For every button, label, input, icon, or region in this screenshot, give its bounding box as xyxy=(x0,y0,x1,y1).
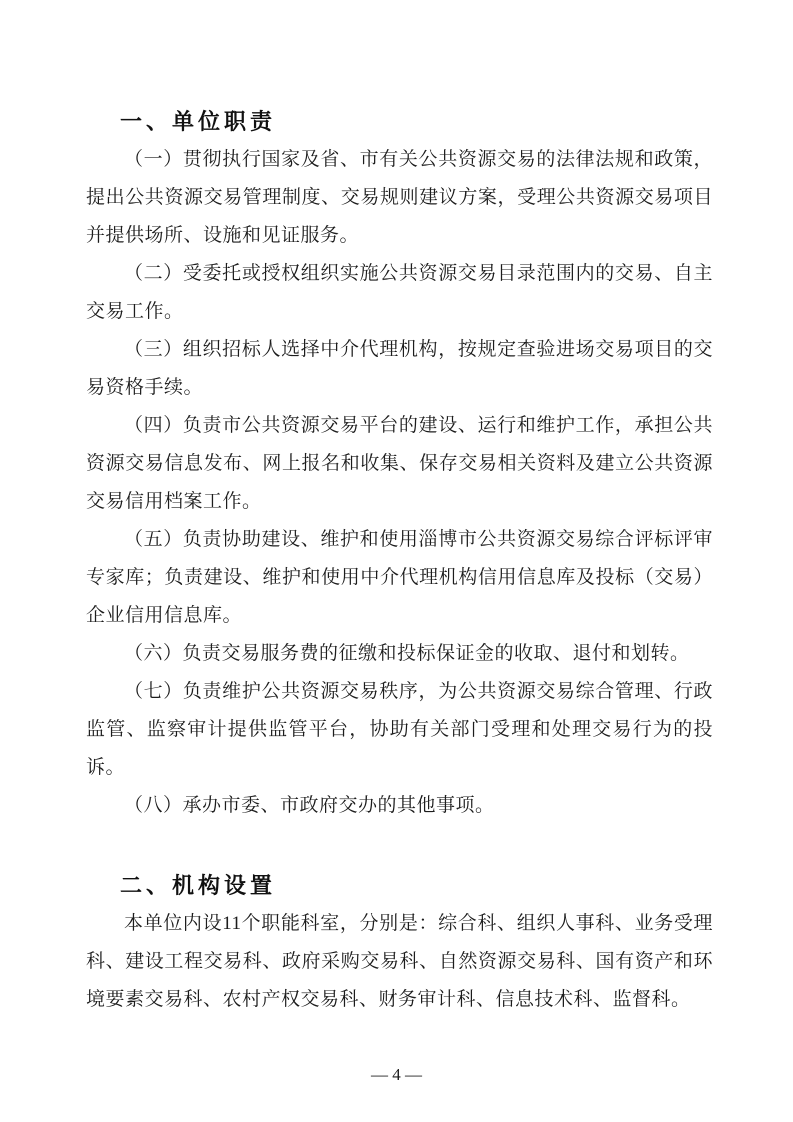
section-heading-duties: 一、单位职责 xyxy=(120,109,277,134)
duty-paragraph-3: （三）组织招标人选择中介代理机构，按规定查验进场交易项目的交易资格手续。 xyxy=(86,339,713,398)
duty-paragraph-2: （二）受委托或授权组织实施公共资源交易目录范围内的交易、自主交易工作。 xyxy=(86,263,713,322)
duty-paragraph-5: （五）负责协助建设、维护和使用淄博市公共资源交易综合评标评审专家库；负责建设、维护和使用中介代理机构信用信息库及投标（交易）企业信用信息库。 xyxy=(86,529,713,626)
duty-paragraph-1: （一）贯彻执行国家及省、市有关公共资源交易的法律法规和政策，提出公共资源交易管理制度、交易规则建议方案，受理公共资源交易项目并提供场所、设施和见证服务。 xyxy=(86,149,713,246)
duty-paragraph-8: （八）承办市委、市政府交办的其他事项。 xyxy=(124,795,495,816)
organization-paragraph: 本单位内设11个职能科室，分别是：综合科、组织人事科、业务受理科、建设工程交易科、政府采购交易科、自然资源交易科、国有资产和环境要素交易科、农村产权交易科、财务审计科、信息技术科、监督科。 xyxy=(86,913,713,1010)
duty-paragraph-6: （六）负责交易服务费的征缴和投标保证金的收取、退付和划转。 xyxy=(124,643,690,664)
duty-paragraph-4: （四）负责市公共资源交易平台的建设、运行和维护工作，承担公共资源交易信息发布、网上报名和收集、保存交易相关资料及建立公共资源交易信用档案工作。 xyxy=(86,415,713,512)
duty-paragraph-7: （七）负责维护公共资源交易秩序，为公共资源交易综合管理、行政监管、监察审计提供监管平台，协助有关部门受理和处理交易行为的投诉。 xyxy=(86,681,713,778)
section-heading-organization: 二、机构设置 xyxy=(120,873,277,898)
page-number: — 4 — xyxy=(371,1065,422,1084)
